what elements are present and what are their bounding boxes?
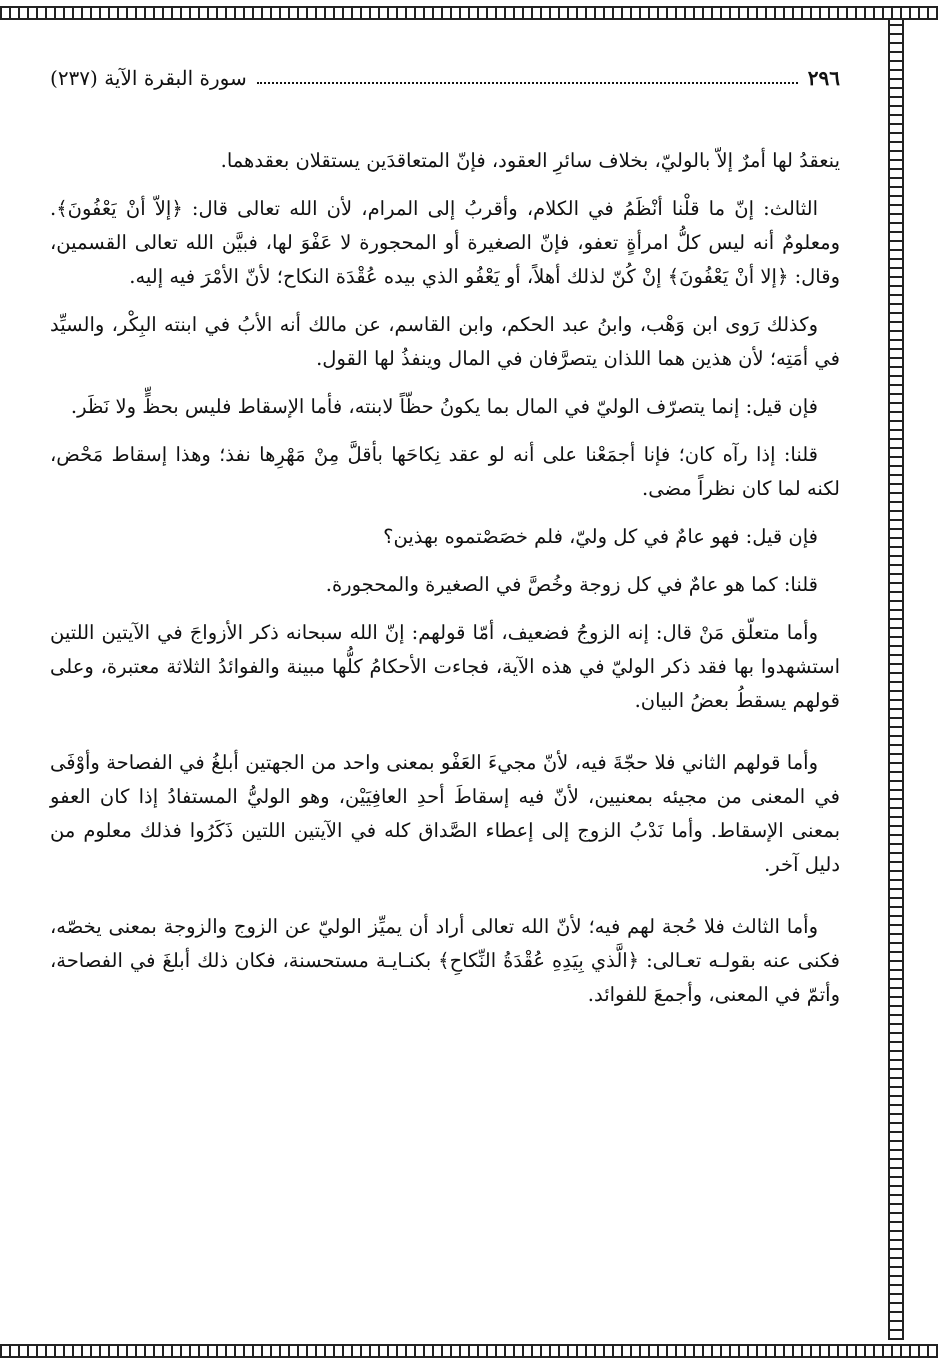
- paragraph-2: الثالث: إنّ ما قلْنا أنْظَمُ في الكلام، وأقربُ إلى المرام، لأن الله تعالى قال: ﴿إلاّ أنْ يَعْفُونَ﴾. ومعلومٌ أنه ليس كلُّ امرأةٍ تعفو، فإنّ الصغيرة أو المحجورة لا عَفْوَ لها، فبيَّن الله تعالى القسمين، وقال: ﴿إلا أنْ يَعْفُونَ﴾ إنْ كُنّ لذلك أهلاً، أو يَعْفُو الذي بيده عُقْدَة النكاح؛ لأنّ الأمْرَ فيه إليه.: [50, 197, 840, 288]
- paragraph-3: وكذلك رَوى ابن وَهْب، وابنُ عبد الحكم، وابن القاسم، عن مالك أنه الأبُ في ابنته البِكْر، والسيِّد في أمَتِه؛ لأن هذين هما اللذان يتصرَّفان في المال وينفذُ لها القول.: [50, 313, 840, 370]
- paragraph-8: وأما متعلّق مَنْ قال: إنه الزوجُ فضعيف، أمّا قولهم: إنّ الله سبحانه ذكر الأزواجَ في الآيتين اللتين استشهدوا بها فقد ذكر الوليّ في هذه الآية، فجاءت الأحكامُ كلُّها مبينة والفوائدُ الثلاثة معتبرة، وعلى قولهم يسقطُ بعضُ البيان.: [50, 621, 840, 712]
- header-dotted-leader: [257, 82, 798, 84]
- paragraph-6: فإن قيل: فهو عامٌ في كل وليّ، فلم خصَصْتموه بهذين؟: [383, 525, 818, 548]
- ornamental-border-bottom: [0, 1344, 938, 1358]
- page-content: [50, 60, 840, 1300]
- ornamental-border-right: [888, 20, 904, 1340]
- paragraph-1: ينعقدُ لها أمرٌ إلاّ بالوليّ، بخلاف سائرِ العقود، فإنّ المتعاقدَين يستقلان بعقدهما.: [220, 149, 840, 172]
- ornamental-border-top: [0, 6, 938, 20]
- running-title: سورة البقرة الآية (٢٣٧): [50, 66, 247, 90]
- paragraph-7: قلنا: كما هو عامٌ في كل زوجة وخُصَّ في الصغيرة والمحجورة.: [325, 573, 818, 596]
- paragraph-5: قلنا: إذا رآه كان؛ فإنا أجمَعْنا على أنه لو عقد نِكاحَها بأقلَّ مِنْ مَهْرِها نفذ؛ وهذا إسقاط مَحْض، لكنه لما كان نظراً مضى.: [50, 443, 840, 500]
- page-number: ٢٩٦: [807, 66, 840, 90]
- paragraph-9: وأما قولهم الثاني فلا حجّةَ فيه، لأنّ مجيءَ العَفْو بمعنى واحد من الجهتين أبلغُ في الفصاحة وأوْفَى في المعنى من مجيئه بمعنيين، لأنّ فيه إسقاطَ أحدِ العافِيَيْن، وهو الوليُّ المستفادُ إذا كان العفو بمعنى الإسقاط. وأما نَدْبُ الزوج إلى إعطاء الصَّداق كله في الآيتين اللتين ذَكَرُوا فذلك معلوم من دليل آخر.: [50, 751, 840, 876]
- running-header: [50, 60, 840, 96]
- paragraph-10: وأما الثالث فلا حُجة لهم فيه؛ لأنّ الله تعالى أراد أن يميِّز الوليّ عن الزوج والزوجة بمعنى يخصّه، فكنى عنه بقولـه تعـالى: ﴿الَّذي بِيَدِهِ عُقْدَةُ النِّكاحِ﴾ بكنـايـة مستحسنة، فكان ذلك أبلغَ في الفصاحة، وأتمّ في المعنى، وأجمعَ للفوائد.: [50, 915, 840, 1006]
- paragraph-4: فإن قيل: إنما يتصرّف الوليّ في المال بما يكونُ حظّاً لابنته، فأما الإسقاط فليس بحظٍّ ولا نَظَر.: [70, 395, 818, 418]
